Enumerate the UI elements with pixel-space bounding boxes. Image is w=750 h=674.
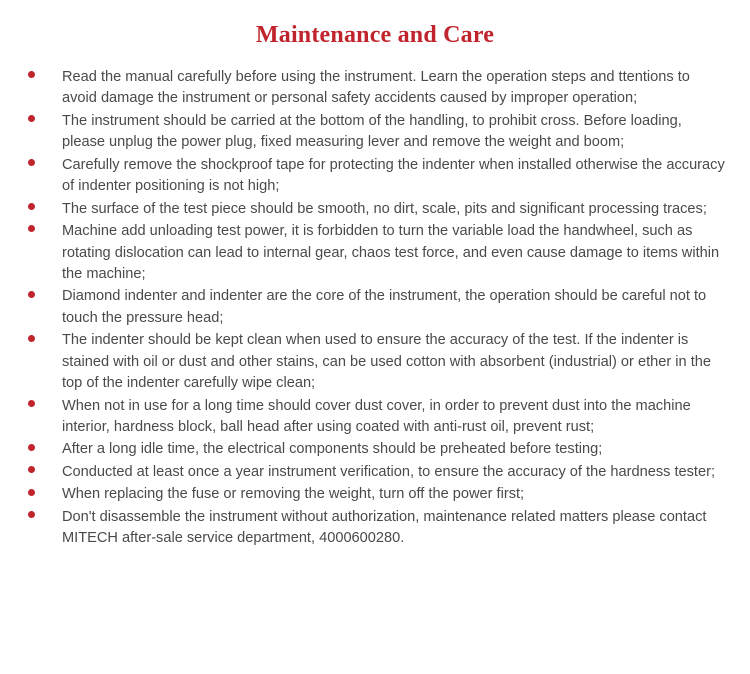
list-item-text: When not in use for a long time should cover dust cover, in order to prevent dust into the machine interior, hardness block, ball head after using coated with anti-rust oil, prevent rust; [62,397,691,435]
list-item-text: Diamond indenter and indenter are the core of the instrument, the operation should be careful not to touch the pressure head; [62,288,707,326]
bullet-icon [28,489,35,496]
bullet-icon [28,159,35,166]
list-item-text: Carefully remove the shockproof tape for protecting the indenter when installed otherwise the accuracy of indenter positioning is not high; [62,156,725,195]
list-item-text: Read the manual carefully before using the instrument. Learn the operation steps and ttentions to avoid damage the instrument or personal safety accidents caused by improper operation; [62,69,690,107]
list-item [18,484,726,505]
bullet-icon [28,466,35,473]
page-title: Maintenance and Care [255,22,495,48]
list-item [18,155,726,198]
list-item [18,67,726,110]
list-item-text: After a long idle time, the electrical components should be preheated before testing; [62,441,603,458]
list-item-text: The indenter should be kept clean when used to ensure the accuracy of the test. If the indenter is stained with oil or dust and other stains, can be used cotton with absorbent (industrial) or ether in the top of the indenter carefully wipe clean; [62,332,711,392]
bullet-icon [28,115,35,122]
list-item [18,462,726,483]
list-item-text: When replacing the fuse or removing the weight, turn off the power first; [62,486,525,503]
list-item-text: The instrument should be carried at the bottom of the handling, to prohibit cross. Before loading, please unplug the power plug, fixed measuring lever and remove the weight and boom; [62,112,682,151]
list-item-text: Machine add unloading test power, it is forbidden to turn the variable load the handwheel, such as rotating dislocation can lead to internal gear, chaos test force, and even cause damage to items within the machine; [62,223,720,282]
list-item [18,396,726,439]
list-item [18,439,726,460]
bullet-icon [28,444,35,451]
bullet-icon [28,225,35,232]
bullet-icon [28,511,35,518]
list-item [18,199,726,220]
list-item [18,221,726,285]
list-item [18,507,726,550]
maintenance-care-list [10,67,740,550]
list-item-text: Don't disassemble the instrument without authorization, maintenance related matters please contact MITECH after-sale service department, 4000600280. [62,508,707,547]
bullet-icon [28,291,35,298]
list-item-text: Conducted at least once a year instrument verification, to ensure the accuracy of the hardness tester; [62,463,716,480]
list-item [18,111,726,154]
list-item-text: The surface of the test piece should be smooth, no dirt, scale, pits and significant processing traces; [62,200,707,217]
list-item [18,286,726,329]
bullet-icon [28,400,35,407]
bullet-icon [28,335,35,342]
list-item [18,330,726,394]
bullet-icon [28,203,35,210]
bullet-icon [28,71,35,78]
